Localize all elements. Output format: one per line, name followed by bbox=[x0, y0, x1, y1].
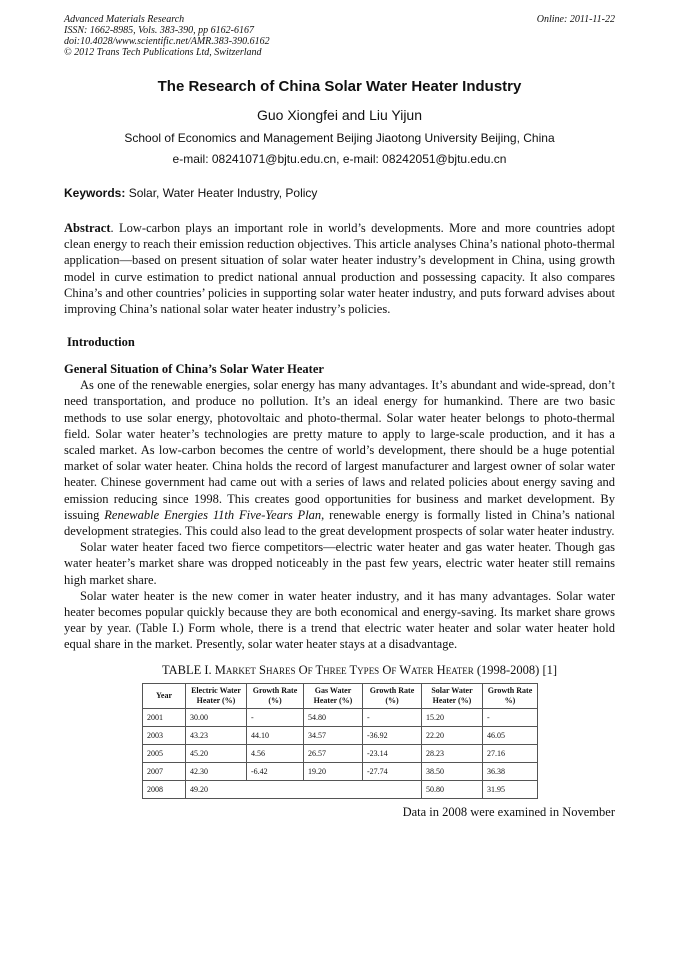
paragraph-3: Solar water heater is the new comer in water heater industry, and it has many advantages. Solar water heater becomes popular quickly because they are both economical and energy-saving. Its market share grows year by year. (Table I.) Form whole, there is a trend that electric water heater and solar water heater hold equal share in the market. Presently, solar water heater stays at a disadvantage. bbox=[64, 588, 615, 652]
cell: 28.23 bbox=[422, 744, 483, 762]
keywords-label: Keywords: bbox=[64, 186, 126, 200]
cell: -36.92 bbox=[363, 726, 422, 744]
cell: - bbox=[363, 708, 422, 726]
table-header-row bbox=[143, 683, 538, 708]
online-date: Online: 2011-11-22 bbox=[536, 14, 615, 25]
cell: -23.14 bbox=[363, 744, 422, 762]
header-growth-solar: Growth Rate %) bbox=[483, 683, 538, 708]
table-caption-prefix: TABLE I. bbox=[161, 662, 215, 677]
abstract-label: Abstract bbox=[64, 221, 111, 235]
cell: 4.56 bbox=[247, 744, 304, 762]
table-row bbox=[143, 762, 538, 780]
cell: 34.57 bbox=[304, 726, 363, 744]
section-heading-introduction: Introduction bbox=[67, 335, 135, 350]
authors: Guo Xiongfei and Liu Yijun bbox=[256, 107, 422, 123]
cell: 19.20 bbox=[304, 762, 363, 780]
paper-title: The Research of China Solar Water Heater Industry bbox=[157, 78, 522, 95]
cell: 54.80 bbox=[304, 708, 363, 726]
cell: 2003 bbox=[143, 726, 186, 744]
table-row bbox=[143, 726, 538, 744]
table-caption bbox=[104, 663, 615, 678]
paragraph-1-emphasis: Renewable Energies 11th Five-Years Plan bbox=[104, 507, 322, 522]
issn-line: ISSN: 1662-8985, Vols. 383-390, pp 6162-6167 bbox=[64, 25, 254, 36]
table-row bbox=[143, 744, 538, 762]
header-growth-gas: Growth Rate (%) bbox=[363, 683, 422, 708]
keywords bbox=[64, 186, 615, 200]
abstract bbox=[64, 220, 615, 317]
cell: 45.20 bbox=[186, 744, 247, 762]
header-electric: Electric Water Heater (%) bbox=[186, 683, 247, 708]
table-row bbox=[143, 708, 538, 726]
author-emails: e-mail: 08241071@bjtu.edu.cn, e-mail: 08242051@bjtu.edu.cn bbox=[172, 152, 507, 166]
cell: 15.20 bbox=[422, 708, 483, 726]
table-note: Data in 2008 were examined in November bbox=[402, 804, 615, 819]
cell: 2001 bbox=[143, 708, 186, 726]
header-solar: Solar Water Heater (%) bbox=[422, 683, 483, 708]
keywords-text: Solar, Water Heater Industry, Policy bbox=[125, 186, 318, 200]
table-caption-suffix: (1998-2008) [1] bbox=[473, 662, 558, 677]
paragraph-1 bbox=[64, 377, 615, 539]
table-caption-title: Market Shares Of Three Types Of Water Heater bbox=[214, 662, 474, 677]
doi-line: doi:10.4028/www.scientific.net/AMR.383-390.6162 bbox=[64, 36, 270, 47]
cell: 36.38 bbox=[483, 762, 538, 780]
cell: 42.30 bbox=[186, 762, 247, 780]
cell: 43.23 bbox=[186, 726, 247, 744]
cell: -6.42 bbox=[247, 762, 304, 780]
cell: 38.50 bbox=[422, 762, 483, 780]
table-row bbox=[143, 780, 538, 798]
cell: 44.10 bbox=[247, 726, 304, 744]
cell: - bbox=[247, 708, 304, 726]
header-gas: Gas Water Heater (%) bbox=[304, 683, 363, 708]
header-year: Year bbox=[143, 683, 186, 708]
paragraph-1-text-b: , renewable energy is formally listed in China’s national development strategies. This could also lead to the great development prospects of solar water heater industry. bbox=[64, 507, 615, 539]
cell: 30.00 bbox=[186, 708, 247, 726]
market-share-table bbox=[142, 683, 538, 799]
affiliation: School of Economics and Management Beijing Jiaotong University Beijing, China bbox=[124, 131, 555, 145]
paragraph-1-text-a: As one of the renewable energies, solar energy has many advantages. It’s abundant and wide-spread, don’t need transportation, and produce no pollution. It’s an ideal energy for humankind. There are two basic methods to use solar energy, photovoltaic and photo-thermal. Solar water heater belongs to photo-thermal field. Solar water heater’s technologies are pretty mature to apply to large-scale production, and it has a scaled market. As low-carbon becomes the centre of world’s development, there should be a huge potential market of solar water heater. China holds the record of largest manufacturer and largest owner of solar water heater. Chinese government had came out with a series of laws and related policies about energy saving and emission reducing since 1998. This creates good opportunities for business and market development. By issuing bbox=[64, 378, 615, 522]
cell: 22.20 bbox=[422, 726, 483, 744]
cell: 26.57 bbox=[304, 744, 363, 762]
cell: 46.05 bbox=[483, 726, 538, 744]
abstract-text: . Low-carbon plays an important role in world’s developments. More and more countries adopt clean energy to reach their emission reduction objectives. This article analyses China’s national photo-thermal application—based on present situation of solar water heater industry’s development in China, using growth model in curve estimation to predict national annual production and possessing capacity. It also compares China’s and other countries’ policies in supporting solar water heater industry, and puts forward advises about improving China’s national solar water heater industry’s policies. bbox=[64, 221, 615, 317]
cell: 27.16 bbox=[483, 744, 538, 762]
paragraph-2: Solar water heater faced two fierce competitors—electric water heater and gas water heater. Though gas water heater’s market share was dropped noticeably in the past few years, electric water heater still remains high market share. bbox=[64, 540, 615, 587]
cell: 50.80 bbox=[422, 780, 483, 798]
cell: 2008 bbox=[143, 780, 186, 798]
cell: - bbox=[483, 708, 538, 726]
subsection-heading: General Situation of China’s Solar Water Heater bbox=[64, 362, 324, 377]
cell: -27.74 bbox=[363, 762, 422, 780]
header-growth-electric: Growth Rate (%) bbox=[247, 683, 304, 708]
copyright-line: © 2012 Trans Tech Publications Ltd, Switzerland bbox=[64, 47, 262, 58]
cell: 2005 bbox=[143, 744, 186, 762]
cell: 31.95 bbox=[483, 780, 538, 798]
cell: 49.20 bbox=[186, 780, 422, 798]
journal-name: Advanced Materials Research bbox=[64, 14, 185, 25]
cell: 2007 bbox=[143, 762, 186, 780]
journal-header bbox=[64, 14, 615, 58]
